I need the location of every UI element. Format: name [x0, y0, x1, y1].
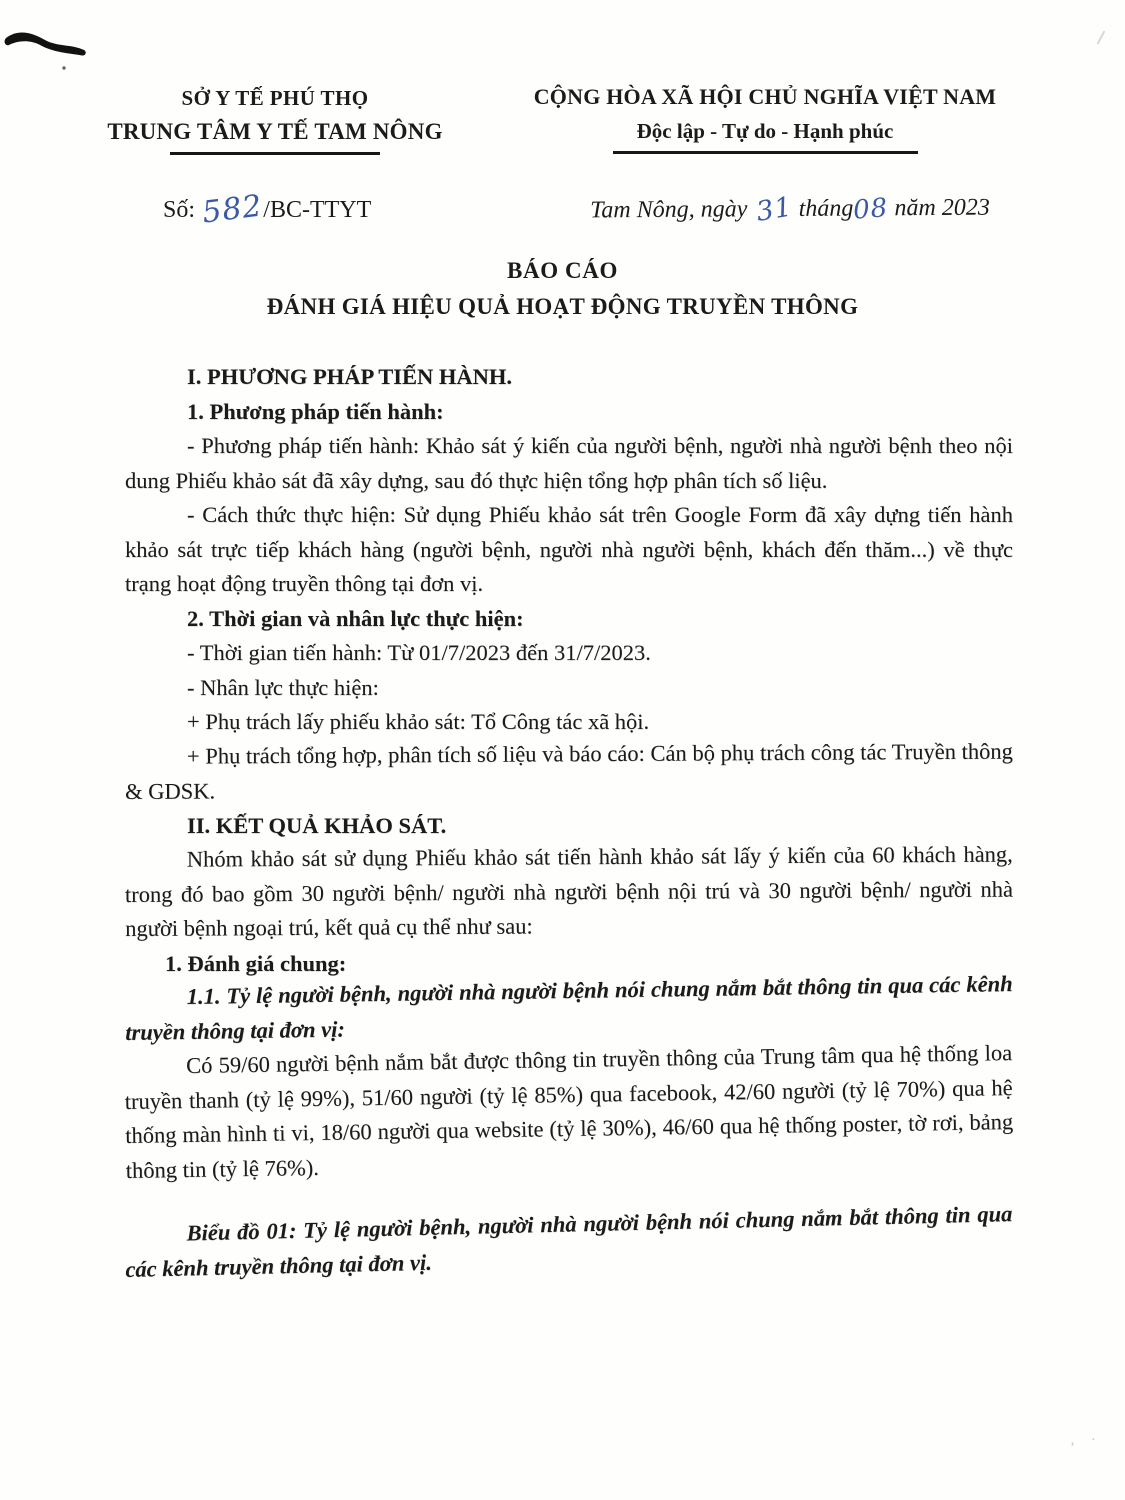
paragraph-implementation: - Cách thức thực hiện: Sử dụng Phiếu khảo sát trên Google Form đã xây dựng tiến hành khảo sát trực tiếp khách hàng (người bệnh, người nhà người bệnh, khách đến thăm...) về thực trạng hoạt động truyền thông tại đơn vị. — [125, 502, 1013, 596]
doc-number-suffix: /BC-TTYT — [263, 197, 372, 223]
national-title: CỘNG HÒA XÃ HỘI CHỦ NGHĨA VIỆT NAM — [533, 84, 997, 109]
paragraph-analysis-team: + Phụ trách tổng hợp, phân tích số liệu và báo cáo: Cán bộ phụ trách công tác Truyền thông & GDSK. — [125, 738, 1013, 803]
section-2-1-heading: 1. Đánh giá chung: — [165, 950, 347, 976]
doc-number-prefix: Số: — [163, 197, 202, 223]
paragraph-sample: Nhóm khảo sát sử dụng Phiếu khảo sát tiến hành khảo sát lấy ý kiến của 60 khách hàng, trong đó bao gồm 30 người bệnh/ người nhà người bệnh nội trú và 30 người bệnh/ người nhà người bệnh ngoại trú, kết quả cụ thể như sau: — [124, 841, 1014, 941]
org-underline — [170, 152, 380, 155]
place-date-line — [520, 190, 1060, 228]
national-motto-block — [495, 84, 1035, 154]
document-header — [0, 84, 1125, 184]
section-2-heading: II. KẾT QUẢ KHẢO SÁT. — [187, 812, 447, 838]
reference-row — [0, 190, 1125, 234]
section-1-1-heading: 1. Phương pháp tiến hành: — [187, 398, 444, 424]
date-part1: Tam Nông, ngày — [590, 196, 748, 224]
section-1-heading: I. PHƯƠNG PHÁP TIẾN HÀNH. — [187, 364, 513, 389]
document-body — [125, 360, 1013, 1287]
paragraph-staff: - Nhân lực thực hiện: — [187, 674, 379, 700]
section-2-1-1-heading: 1.1. Tỷ lệ người bệnh, người nhà người bệnh nói chung nắm bắt thông tin qua các kênh truyền thông tại đơn vị: — [125, 971, 1013, 1045]
paragraph-results: Có 59/60 người bệnh nắm bắt được thông tin truyền thông của Trung tâm qua hệ thống loa truyền thanh (tỷ lệ 99%), 51/60 người (tỷ lệ 85%) qua facebook, 42/60 người (tỷ lệ 70%) qua hệ thống màn hình ti vi, 18/60 người qua website (tỷ lệ 30%), 46/60 qua hệ thống poster, tờ rơi, bảng thông tin (tỷ lệ 76%). — [124, 1040, 1014, 1183]
paragraph-method: - Phương pháp tiến hành: Khảo sát ý kiến của người bệnh, người nhà người bệnh theo nội dung Phiếu khảo sát đã xây dựng, sau đó thực hiện tổng hợp phân tích số liệu. — [125, 433, 1013, 493]
chart-01-caption: Biểu đồ 01: Tỷ lệ người bệnh, người nhà người bệnh nói chung nắm bắt thông tin qua các kênh truyền thông tại đơn vị. — [125, 1201, 1013, 1282]
date-day-handwritten: 31 — [754, 191, 796, 228]
national-motto: Độc lập - Tự do - Hạnh phúc — [636, 119, 894, 143]
scan-artifact-top-right — [1097, 30, 1106, 44]
document-subtitle: ĐÁNH GIÁ HIỆU QUẢ HOẠT ĐỘNG TRUYỀN THÔNG — [266, 294, 859, 319]
paragraph-time: - Thời gian tiến hành: Từ 01/7/2023 đến 31/7/2023. — [187, 640, 651, 665]
org-name: TRUNG TÂM Y TẾ TAM NÔNG — [107, 119, 443, 144]
document-title: BÁO CÁO — [507, 258, 618, 283]
issuing-org-block — [60, 86, 490, 155]
section-1-2-heading: 2. Thời gian và nhân lực thực hiện: — [187, 605, 524, 631]
pen-scribble-mark — [0, 0, 110, 85]
motto-underline — [613, 151, 918, 154]
document-title-block — [0, 258, 1125, 320]
date-part2: tháng — [792, 195, 854, 222]
paragraph-survey-team: + Phụ trách lấy phiếu khảo sát: Tổ Công tác xã hội. — [187, 709, 650, 734]
scan-artifact-bottom-right: ‚ · — [1070, 1432, 1102, 1448]
org-parent-name: SỞ Y TẾ PHÚ THỌ — [181, 86, 369, 110]
doc-number-handwritten: 582 — [200, 188, 265, 231]
date-month-handwritten: 08 — [852, 193, 890, 226]
date-part3: năm 2023 — [888, 194, 990, 222]
document-number — [163, 188, 372, 231]
